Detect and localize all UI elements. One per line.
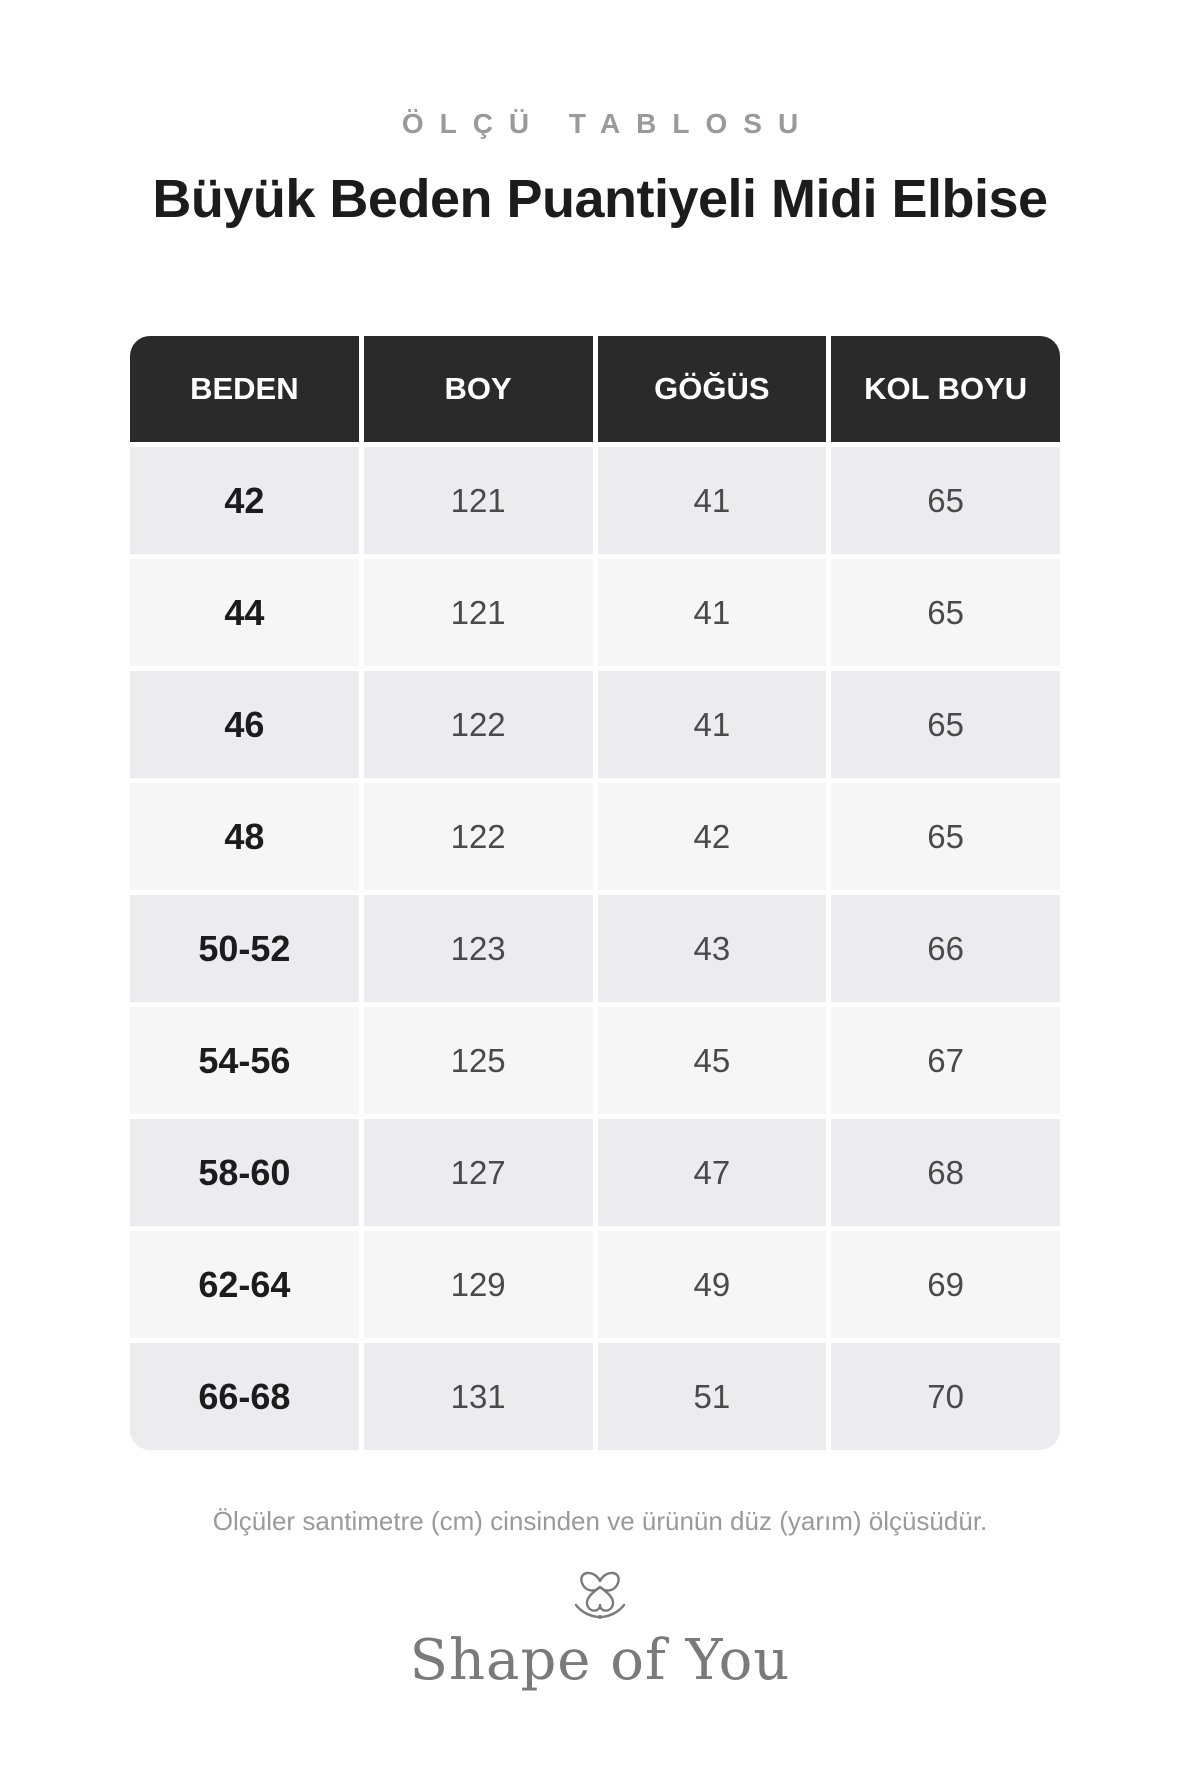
sleeve-cell: 66 — [831, 895, 1060, 1002]
sleeve-cell: 65 — [831, 783, 1060, 890]
size-cell: 62-64 — [130, 1231, 359, 1338]
length-cell: 129 — [364, 1231, 593, 1338]
size-cell: 48 — [130, 783, 359, 890]
chest-cell: 41 — [598, 559, 827, 666]
chest-cell: 45 — [598, 1007, 827, 1114]
length-cell: 125 — [364, 1007, 593, 1114]
length-cell: 127 — [364, 1119, 593, 1226]
sleeve-cell: 69 — [831, 1231, 1060, 1338]
chest-cell: 41 — [598, 671, 827, 778]
page-title: Büyük Beden Puantiyeli Midi Elbise — [152, 169, 1048, 229]
table-row — [130, 895, 1060, 1002]
column-header-size: BEDEN — [130, 336, 359, 442]
table-row — [130, 783, 1060, 890]
size-cell: 46 — [130, 671, 359, 778]
table-header-row — [130, 336, 1060, 442]
heart-monogram-icon — [570, 1565, 630, 1621]
sleeve-cell: 67 — [831, 1007, 1060, 1114]
length-cell: 122 — [364, 671, 593, 778]
length-cell: 131 — [364, 1343, 593, 1450]
column-header-chest: GÖĞÜS — [598, 336, 827, 442]
sleeve-cell: 68 — [831, 1119, 1060, 1226]
sleeve-cell: 70 — [831, 1343, 1060, 1450]
table-header — [130, 336, 1060, 442]
size-chart-table — [125, 331, 1065, 1455]
table-row — [130, 559, 1060, 666]
size-cell: 50-52 — [130, 895, 359, 1002]
size-cell: 42 — [130, 447, 359, 554]
size-cell: 54-56 — [130, 1007, 359, 1114]
eyebrow-label: ÖLÇÜ TABLOSU — [401, 108, 815, 139]
chest-cell: 51 — [598, 1343, 827, 1450]
table-body — [130, 447, 1060, 1450]
sleeve-cell: 65 — [831, 671, 1060, 778]
length-cell: 121 — [364, 559, 593, 666]
table-row — [130, 1119, 1060, 1226]
table-row — [130, 1343, 1060, 1450]
table-row — [130, 1007, 1060, 1114]
size-cell: 44 — [130, 559, 359, 666]
chest-cell: 49 — [598, 1231, 827, 1338]
chest-cell: 47 — [598, 1119, 827, 1226]
column-header-length: BOY — [364, 336, 593, 442]
length-cell: 121 — [364, 447, 593, 554]
chest-cell: 41 — [598, 447, 827, 554]
size-cell: 58-60 — [130, 1119, 359, 1226]
column-header-sleeve: KOL BOYU — [831, 336, 1060, 442]
chest-cell: 43 — [598, 895, 827, 1002]
length-cell: 123 — [364, 895, 593, 1002]
measurement-footnote: Ölçüler santimetre (cm) cinsinden ve ürünün düz (yarım) ölçüsüdür. — [212, 1506, 988, 1536]
length-cell: 122 — [364, 783, 593, 890]
sleeve-cell: 65 — [831, 559, 1060, 666]
brand-logo-text: Shape of You — [409, 1628, 791, 1693]
table-row — [130, 671, 1060, 778]
chest-cell: 42 — [598, 783, 827, 890]
table-row — [130, 447, 1060, 554]
table-row — [130, 1231, 1060, 1338]
sleeve-cell: 65 — [831, 447, 1060, 554]
size-cell: 66-68 — [130, 1343, 359, 1450]
